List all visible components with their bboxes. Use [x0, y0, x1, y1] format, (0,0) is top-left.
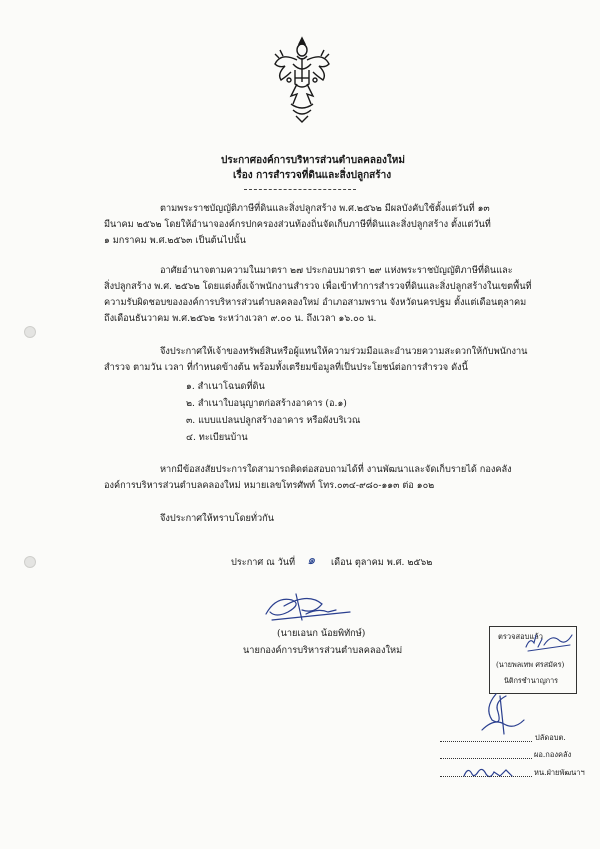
approval-line-1: [440, 741, 532, 742]
list-item: ๓. แบบแปลนปลูกสร้างอาคาร หรือผังบริเวณ: [186, 415, 361, 426]
signer-name: (นายเอนก น้อยพิทักษ์): [277, 628, 366, 639]
punch-hole-bottom: [24, 556, 36, 568]
date-day: ๑: [307, 553, 316, 568]
approval-label-2: ผอ.กองคลัง: [534, 750, 572, 759]
garuda-emblem-icon: [271, 34, 333, 124]
para2-line4: ถึงเดือนธันวาคม พ.ศ.๒๕๖๒ ระหว่างเวลา ๙.๐๐ น. ถึงเวลา ๑๖.๐๐ น.: [104, 313, 377, 324]
approval-label-3: หน.ฝ่ายพัฒนาฯ: [534, 768, 585, 777]
stamp-label: ตรวจสอบแล้ว: [498, 632, 543, 641]
punch-hole-top: [24, 326, 36, 338]
approval-signature-1: [474, 690, 528, 736]
date-prefix: ประกาศ ณ วันที่: [231, 557, 296, 568]
stamp-officer-name: (นายพลเทพ ศรสมัคร): [496, 660, 565, 669]
para2-line2: สิ่งปลูกสร้าง พ.ศ. ๒๕๖๒ โดยแต่งตั้งเจ้าพนักงานสำรวจ เพื่อเข้าทำการสำรวจที่ดินและสิ่งปลูกสร้างในเขตพื้นที่: [104, 281, 532, 292]
para2-line3: ความรับผิดชอบขององค์การบริหารส่วนตำบลคลองใหม่ อำเภอสามพราน จังหวัดนครปฐม ตั้งแต่เดือนตุลาคม: [104, 297, 527, 308]
list-item: ๒. สำเนาใบอนุญาตก่อสร้างอาคาร (อ.๑): [186, 398, 347, 409]
approval-line-2: [440, 758, 532, 759]
para1-line3: ๑ มกราคม พ.ศ.๒๕๖๓ เป็นต้นไปนั้น: [104, 235, 246, 246]
approval-signature-3: [460, 764, 516, 782]
announcement-subject: เรื่อง การสำรวจที่ดินและสิ่งปลูกสร้าง: [233, 170, 392, 181]
para3-line2: สำรวจ ตามวัน เวลา ที่กำหนดข้างต้น พร้อมทั้งเตรียมข้อมูลที่เป็นประโยชน์ต่อการสำรวจ ดังนี้: [104, 362, 468, 373]
list-item: ๑. สำเนาโฉนดที่ดิน: [186, 381, 265, 392]
para4-line2: องค์การบริหารส่วนตำบลคลองใหม่ หมายเลขโทรศัพท์ โทร.๐๓๔-๙๘๐-๑๑๓ ต่อ ๑๐๒: [104, 480, 435, 491]
date-suffix: เดือน ตุลาคม พ.ศ. ๒๕๖๒: [331, 557, 433, 568]
list-item: ๔. ทะเบียนบ้าน: [186, 432, 248, 443]
signer-position: นายกองค์การบริหารส่วนตำบลคลองใหม่: [243, 645, 403, 656]
stamp-officer-role: นิติกรชำนาญการ: [504, 676, 559, 685]
para2-line1: อาศัยอำนาจตามความในมาตรา ๒๗ ประกอบมาตรา ๒๙ แห่งพระราชบัญญัติภาษีที่ดินและ: [160, 265, 513, 276]
mayor-signature: [262, 590, 354, 624]
verification-stamp: [489, 626, 577, 694]
approval-label-1: ปลัดอบต.: [535, 733, 566, 742]
para3-line1: จึงประกาศให้เจ้าของทรัพย์สินหรือผู้แทนให้ความร่วมมือและอำนวยความสะดวกให้กับพนักงาน: [160, 346, 528, 357]
legal-officer-signature: [524, 629, 574, 653]
announcement-title: ประกาศองค์การบริหารส่วนตำบลคลองใหม่: [221, 155, 405, 166]
closing-text: จึงประกาศให้ทราบโดยทั่วกัน: [160, 513, 274, 524]
approval-line-3: [440, 776, 532, 777]
para1-line2: มีนาคม ๒๕๖๒ โดยให้อำนาจองค์กรปกครองส่วนท้องถิ่นจัดเก็บภาษีที่ดินและสิ่งปลูกสร้าง ตั้งแต่วันที่: [104, 219, 491, 230]
para4-line1: หากมีข้อสงสัยประการใดสามารถติดต่อสอบถามได้ที่ งานพัฒนาและจัดเก็บรายได้ กองคลัง: [160, 464, 512, 475]
title-divider: [244, 189, 356, 190]
para1-line1: ตามพระราชบัญญัติภาษีที่ดินและสิ่งปลูกสร้าง พ.ศ.๒๕๖๒ มีผลบังคับใช้ตั้งแต่วันที่ ๑๓: [160, 203, 490, 214]
